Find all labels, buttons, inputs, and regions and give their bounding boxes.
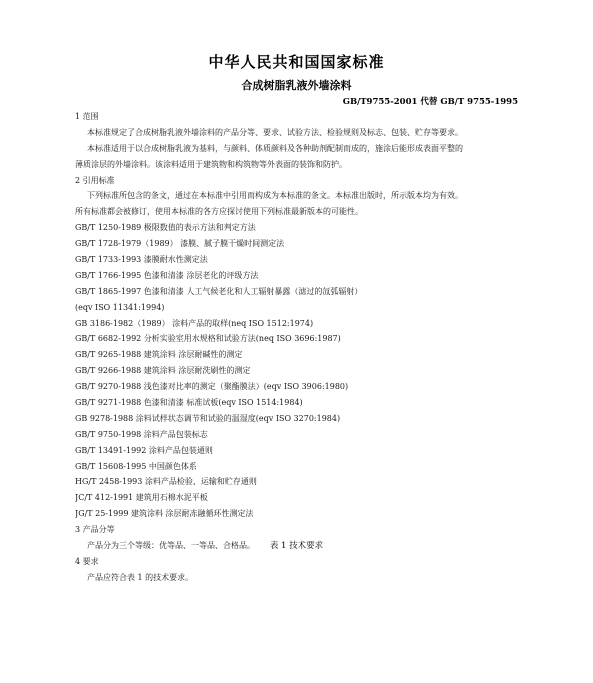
- body-paragraph-line: 产品应符合表 1 的技术要求。: [87, 572, 194, 582]
- document-title: 中华人民共和国国家标准: [208, 53, 385, 71]
- section-heading-scope: 1 范围: [75, 112, 99, 121]
- body-paragraph-line: 下列标准所包含的条文，通过在本标准中引用而构成为本标准的条文。本标准出版时，所示版本均为有效。: [87, 191, 463, 201]
- reference-item: GB/T 1728-1979（1989） 漆膜、腻子膜干燥时间测定法: [75, 239, 285, 249]
- body-paragraph-line: 薄质涂层的外墙涂料。该涂料适用于建筑物和构筑物等外表面的装饰和防护。: [75, 159, 347, 169]
- table-caption: 表 1 技术要求: [269, 541, 324, 551]
- reference-item: GB/T 1250-1989 极限数值的表示方法和判定方法: [75, 223, 256, 233]
- reference-item: GB/T 9270-1988 浅色漆对比率的测定（聚酯膜法）(eqv ISO 3906:1980): [75, 382, 349, 392]
- reference-item: GB/T 6682-1992 分析实验室用水规格和试验方法(neq ISO 3696:1987): [75, 334, 341, 344]
- reference-item: JC/T 412-1991 建筑用石棉水泥平板: [75, 493, 208, 503]
- reference-item: GB/T 9266-1988 建筑涂料 涂层耐洗刷性的测定: [75, 366, 251, 376]
- reference-item: GB 9278-1988 涂料试样状态调节和试验的温湿度(eqv ISO 3270:1984): [75, 413, 341, 423]
- reference-item: GB/T 15608-1995 中国颜色体系: [75, 461, 197, 471]
- document-subtitle: 合成树脂乳液外墙涂料: [241, 79, 352, 92]
- body-paragraph-line: 产品分为三个等级：优等品、一等品、合格品。: [87, 541, 255, 551]
- reference-item: GB/T 1865-1997 色漆和清漆 人工气候老化和人工辐射暴露（滤过的氙弧辐射）: [75, 286, 363, 296]
- reference-item: GB/T 9271-1988 色漆和清漆 标准试板(eqv ISO 1514:1984): [75, 398, 303, 408]
- standard-number: GB/T9755-2001 代替 GB/T 9755-1995: [342, 97, 518, 107]
- reference-item: GB/T 9265-1988 建筑涂料 涂层耐碱性的测定: [75, 350, 243, 360]
- body-paragraph-line: 所有标准都会被修订，使用本标准的各方应探讨使用下列标准最新版本的可能性。: [75, 207, 363, 217]
- body-paragraph-line: 本标准适用于以合成树脂乳液为基料，与颜料、体质颜料及各种助剂配制而成的，施涂后能形成表面平整的: [87, 143, 463, 153]
- reference-item: GB/T 13491-1992 涂料产品包装通则: [75, 445, 213, 455]
- section-heading-requirements: 4 要求: [75, 556, 99, 566]
- reference-item: GB 3186-1982（1989） 涂料产品的取样(neq ISO 1512:1974): [75, 318, 314, 328]
- reference-item: GB/T 1766-1995 色漆和清漆 涂层老化的评级方法: [75, 270, 259, 280]
- reference-item: HG/T 2458-1993 涂料产品检验、运输和贮存通则: [75, 477, 257, 487]
- reference-item: JG/T 25-1999 建筑涂料 涂层耐冻融循环性测定法: [75, 509, 254, 519]
- reference-item: (eqv ISO 11341:1994): [75, 302, 165, 312]
- body-paragraph-line: 本标准规定了合成树脂乳液外墙涂料的产品分等、要求、试验方法、检验规则及标志、包装、贮存等要求。: [87, 127, 463, 137]
- document-body: [75, 109, 525, 586]
- section-heading-references: 2 引用标准: [75, 175, 115, 185]
- section-heading-grading: 3 产品分等: [75, 525, 115, 535]
- reference-item: GB/T 1733-1993 漆膜耐水性测定法: [75, 255, 208, 265]
- reference-item: GB/T 9750-1998 涂料产品包装标志: [75, 429, 208, 439]
